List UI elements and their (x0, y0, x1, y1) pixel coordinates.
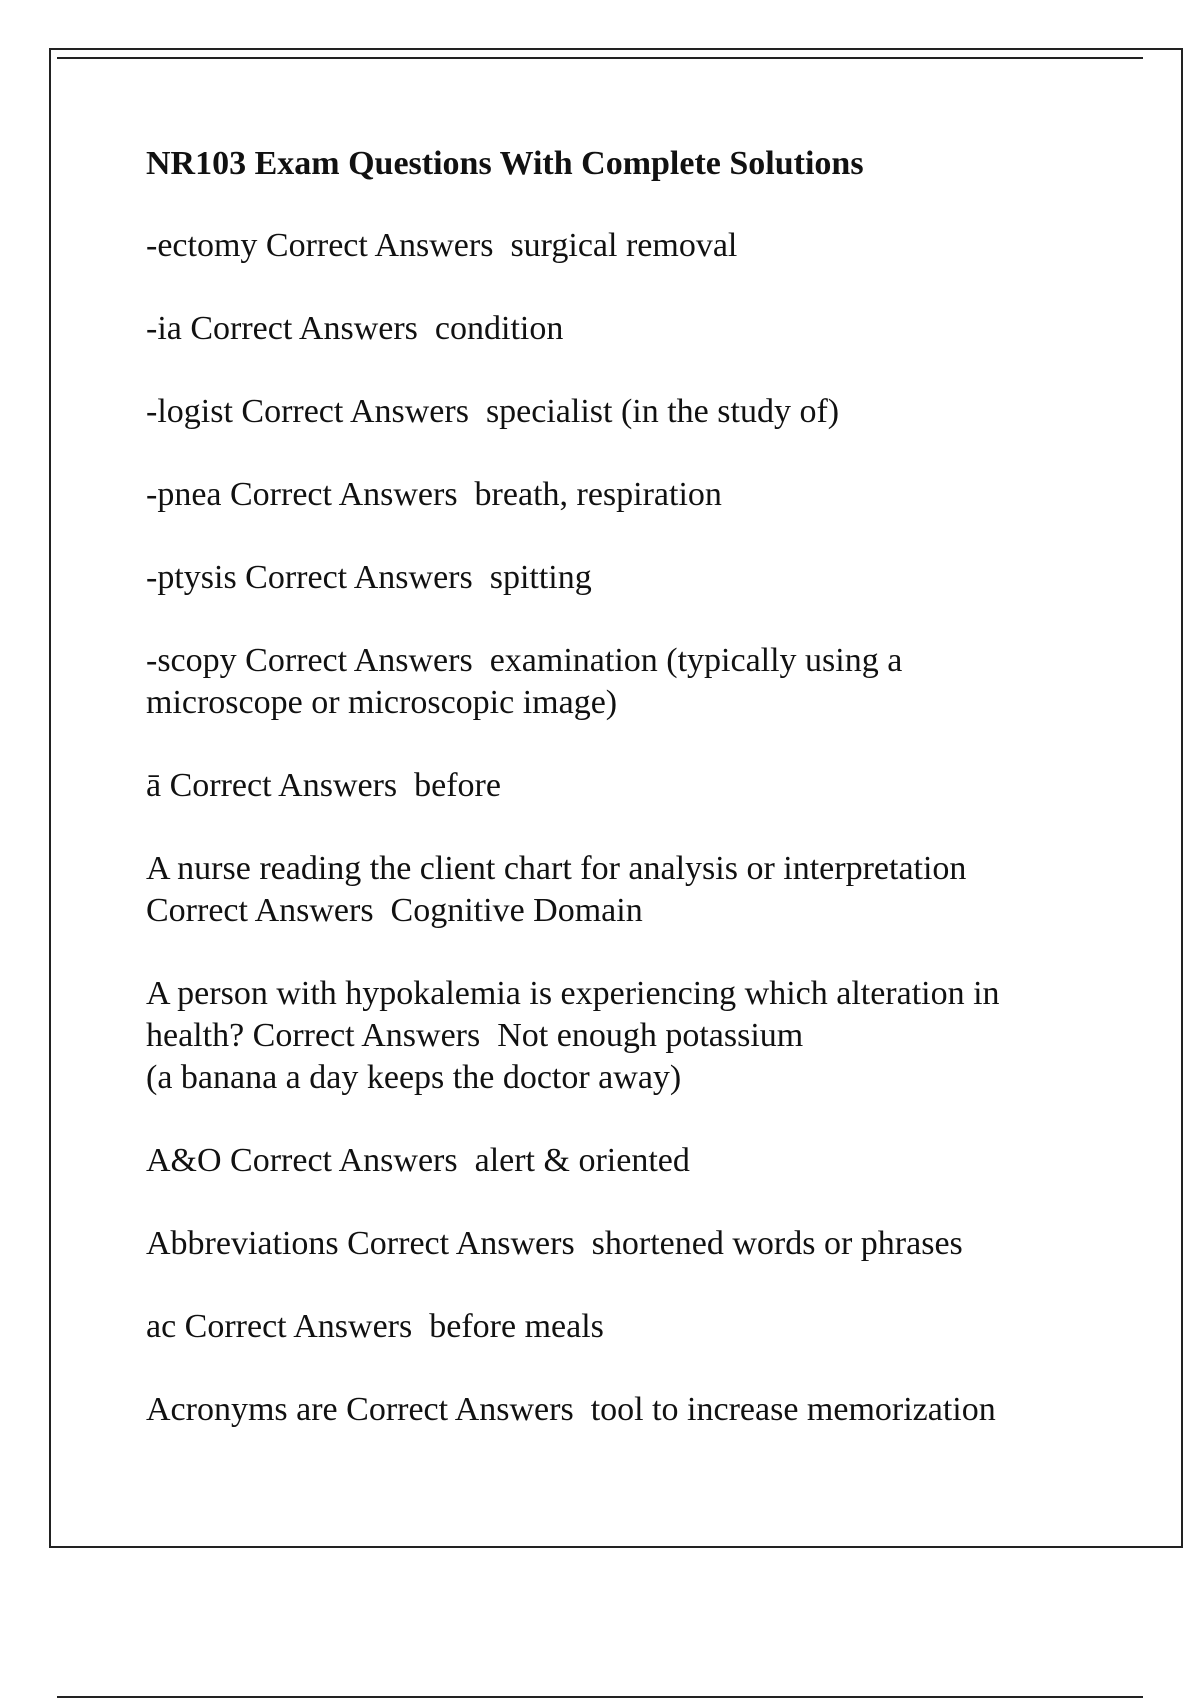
qa-item-pnea: -pnea Correct Answers breath, respiration (146, 476, 722, 513)
document-title: NR103 Exam Questions With Complete Solutions (146, 145, 864, 182)
qa-item-a-bar: ā Correct Answers before (146, 767, 501, 804)
qa-item-scopy: -scopy Correct Answers examination (typically using a microscope or microscopic image) (146, 642, 903, 721)
qa-item-ac: ac Correct Answers before meals (146, 1308, 604, 1345)
footer-rule (57, 1696, 1143, 1698)
qa-item-ectomy: -ectomy Correct Answers surgical removal (146, 227, 738, 264)
qa-item-ptysis: -ptysis Correct Answers spitting (146, 559, 592, 596)
qa-item-logist: -logist Correct Answers specialist (in the study of) (146, 393, 840, 430)
qa-item-nurse-chart: A nurse reading the client chart for analysis or interpretation Correct Answers Cognitive Domain (146, 850, 967, 929)
document-content (146, 143, 1096, 1472)
qa-item-abbreviations: Abbreviations Correct Answers shortened words or phrases (146, 1225, 963, 1262)
qa-item-a-and-o: A&O Correct Answers alert & oriented (146, 1142, 690, 1179)
qa-item-ia: -ia Correct Answers condition (146, 310, 564, 347)
qa-item-hypokalemia: A person with hypokalemia is experiencing which alteration in health? Correct Answers Not enough potassium (a banana a day keeps the doctor away) (146, 975, 1000, 1096)
qa-list (146, 225, 1096, 1431)
qa-item-acronyms: Acronyms are Correct Answers tool to increase memorization (146, 1391, 996, 1428)
